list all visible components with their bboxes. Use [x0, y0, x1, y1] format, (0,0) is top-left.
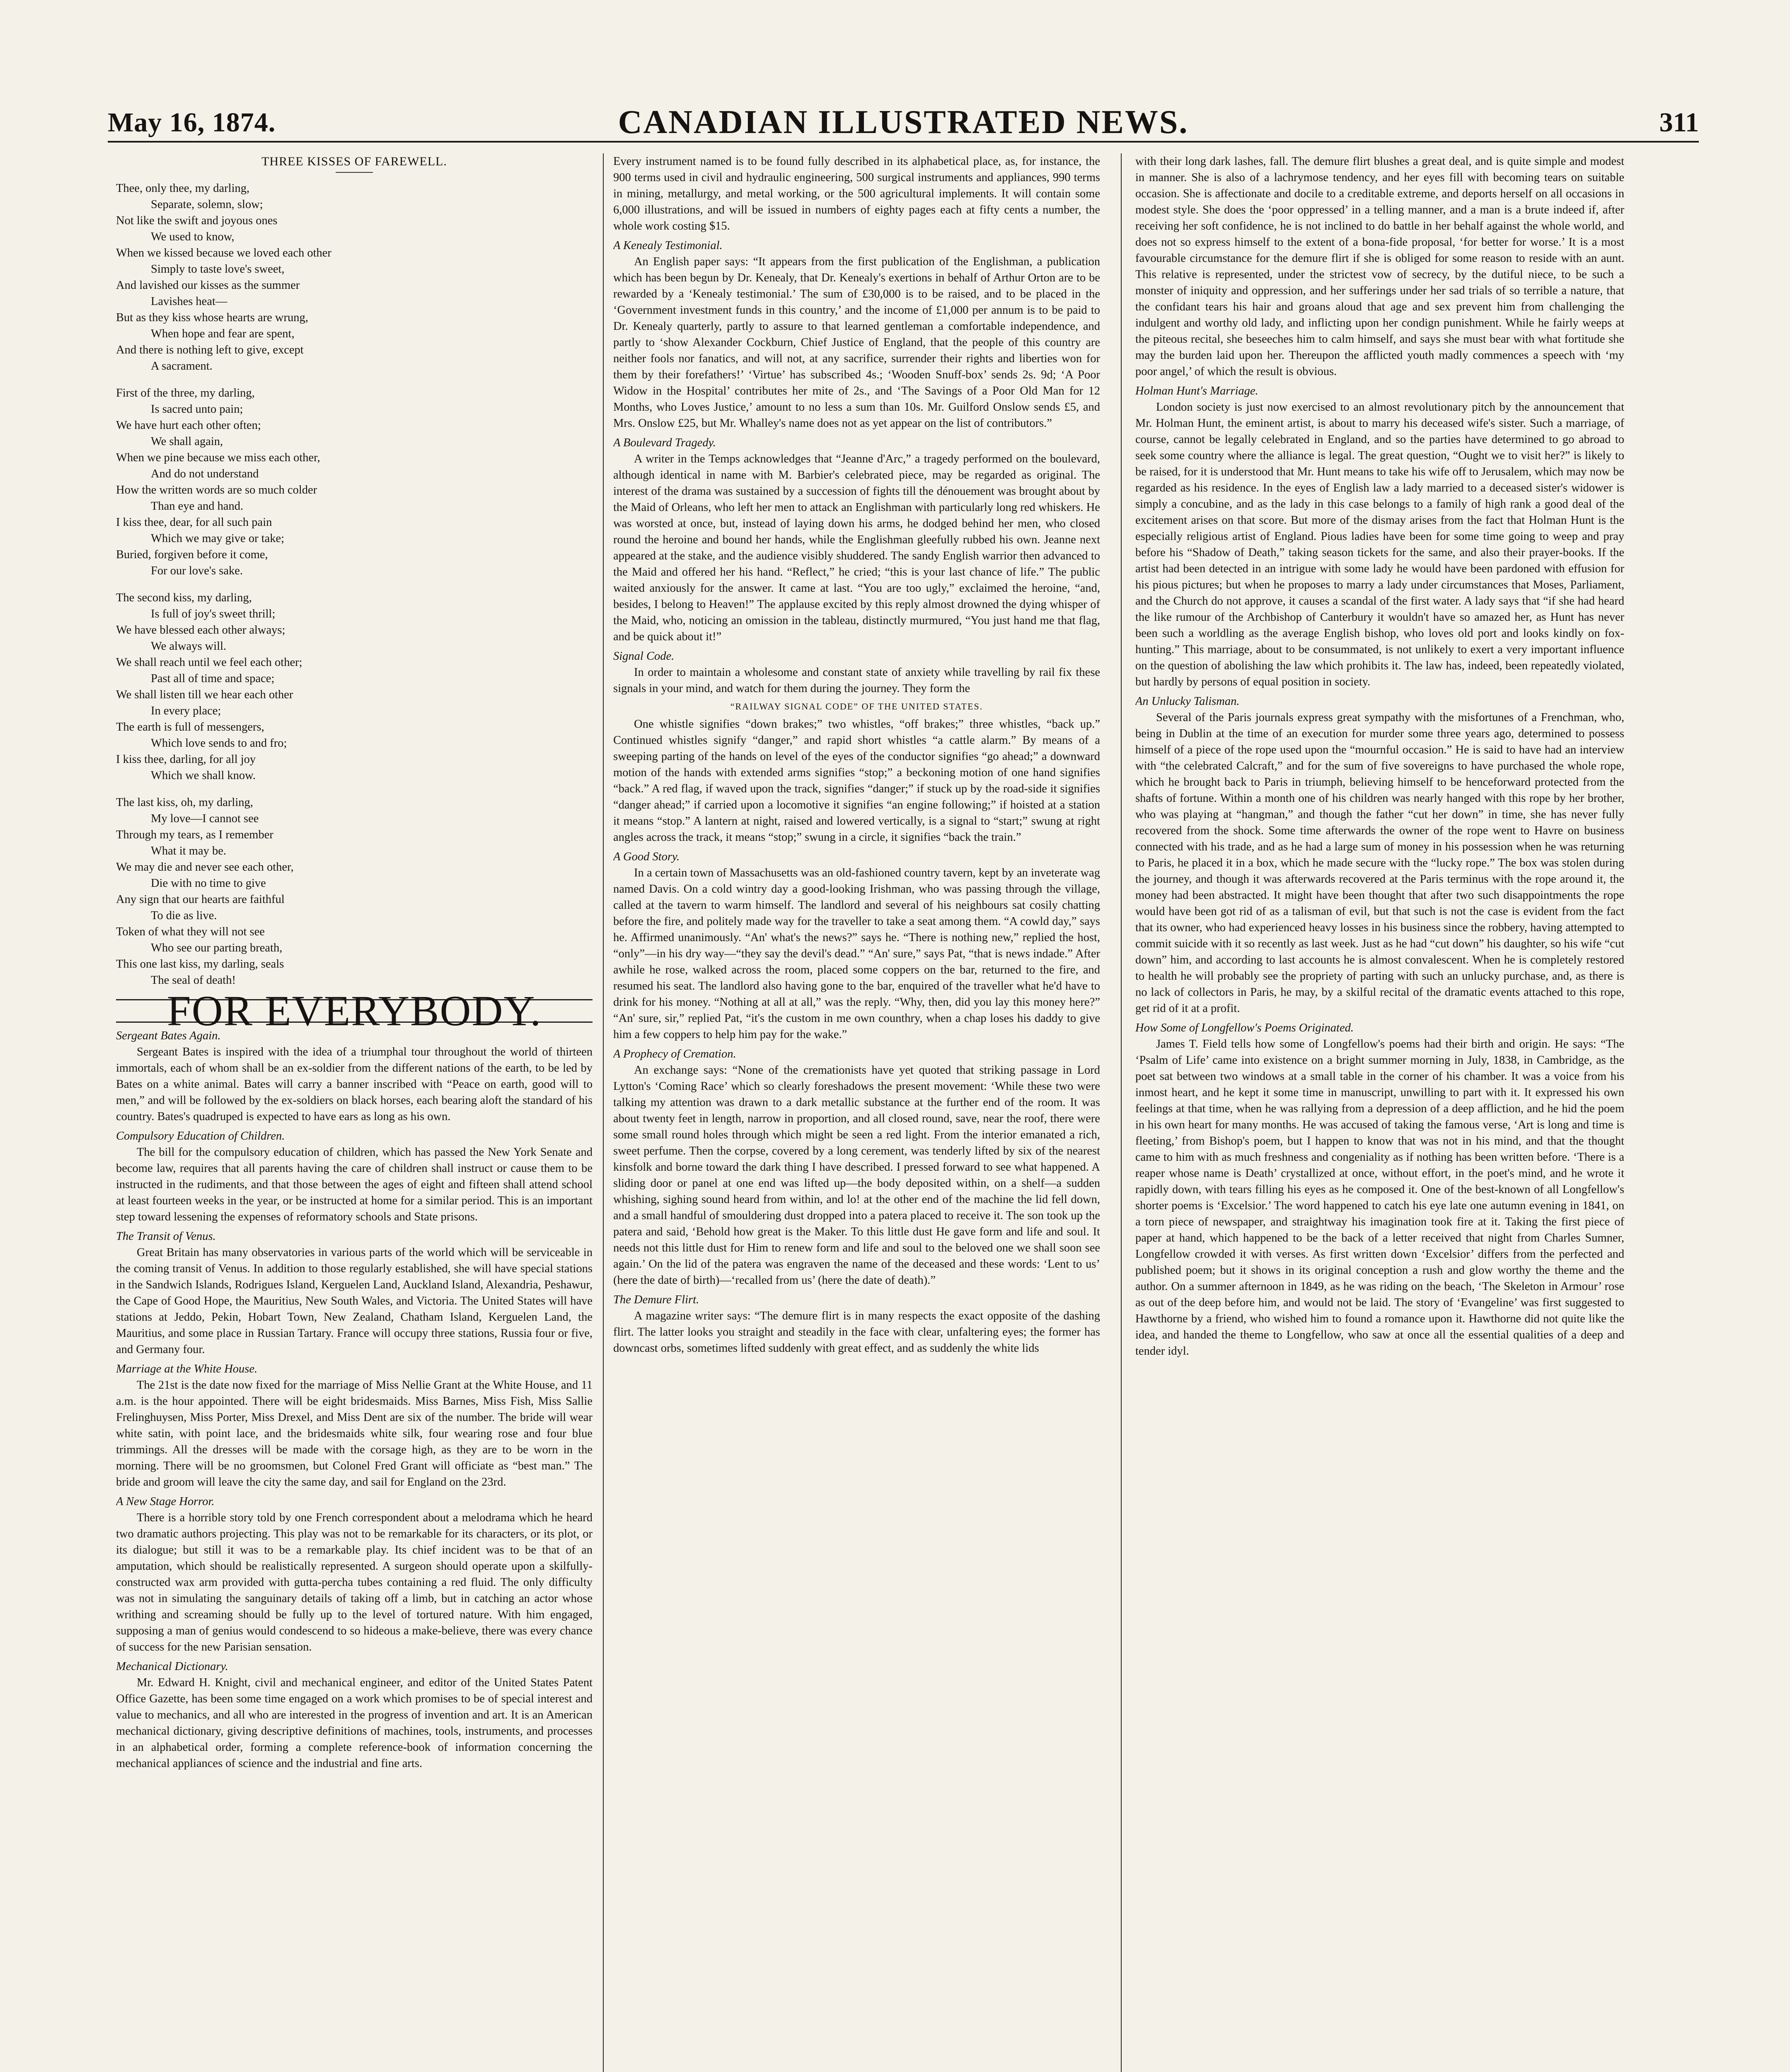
- poem-line: When hope and fear are spent,: [151, 327, 295, 340]
- poem-line: And lavished our kisses as the summer: [116, 279, 300, 292]
- poem-title: THREE KISSES OF FAREWELL.: [261, 155, 447, 168]
- article-body: There is a horrible story told by one French correspondent about a melodrama which he heard two dramatic authors projecting. This play was not to be remarkable for its characters, or its plot, or its dialogue; but still it was to be a remarkable play. Its chief incident was to be that of an amputation, which should be realistically represented. A surgeon should operate upon a skilfully-constructed wax arm provided with gutta-percha tubes containing a red fluid. The only difficulty was not in simulating the sanguinary details of taking off a limb, but in catching an actor whose writhing and screaming should be fully up to the level of tortured nature. With him engaged, supposing a man of genius would condescend to so hideous a make-believe, there was every chance of success for the new Parisian sensation.: [116, 1511, 593, 1653]
- poem-stanza: [116, 180, 593, 374]
- article: [1135, 1020, 1624, 1359]
- poem-line: When we pine because we miss each other,: [116, 451, 320, 464]
- article-body: A magazine writer says: “The demure flirt is in many respects the exact opposite of the dashing flirt. The latter looks you straight and steadily in the face with clear, unfaltering eyes; the former has downcast orbs, sometimes lifted suddenly with great effect, and as suddenly the white lids: [613, 1310, 1100, 1355]
- article: [116, 1228, 593, 1358]
- article: [116, 1493, 593, 1655]
- poem-line: For our love's sake.: [151, 564, 243, 577]
- poem-line: The second kiss, my darling,: [116, 591, 252, 604]
- poem-stanza: [116, 794, 593, 988]
- poem-line: The seal of death!: [151, 974, 236, 987]
- article: [613, 237, 1100, 431]
- article-body: Sergeant Bates is inspired with the idea of a triumphal tour throughout the world of thirteen immortals, each of whom shall be an ex-soldier from the different nations of the earth, to be led by Bates on a white animal. Bates will carry a banner inscribed with “Peace on earth, good will to men,” and will be followed by the ex-soldiers on black horses, each bearing aloft the standard of his country. Bates's quadruped is expected to have ears as long as his own.: [116, 1046, 593, 1123]
- article: [613, 1046, 1100, 1288]
- article-body: An English paper says: “It appears from the first publication of the Englishman, a publication which has been begun by Dr. Kenealy, that Dr. Kenealy's exertions in behalf of Arthur Orton are to be rewarded by a ‘Kenealy testimonial.’ The sum of £30,000 is to be raised, and to be placed in the ‘Government investment funds in this country,’ and the income of £1,000 per annum is to be paid to Dr. Kenealy quarterly, partly to assure to that learned gentleman a comfortable independence, and partly to ‘show Alexander Cockburn, Chief Justice of England, that the people of this country are neither fools nor fanatics, and will not, at any sacrifice, surrender their rights and liberties won for them by their forefathers!’ ‘Virtue’ has subscribed 4s.; ‘Wooden Snuff-box’ sends 2s. 9d; ‘A Poor Widow in the Hospital’ contributes her mite of 2s., and ‘The Savings of a Poor Old Man for 12 Months, who Loves Justice,’ amount to no less a sum than 10s. Mr. Guilford Onslow sends £5, and Mrs. Onslow £25, but Mr. Whalley's name does not as yet appear on the list of contributors.”: [613, 255, 1100, 430]
- column-3: [1135, 153, 1624, 2072]
- poem-line: Through my tears, as I remember: [116, 828, 273, 841]
- article: [613, 698, 1100, 845]
- poem-line: First of the three, my darling,: [116, 387, 255, 399]
- article-heading: Marriage at the White House.: [116, 1363, 258, 1375]
- masthead: [108, 104, 1699, 143]
- column-2: [613, 153, 1100, 2072]
- poem-line: Lavishes heat—: [151, 295, 227, 308]
- article-body: Great Britain has many observatories in various parts of the world which will be serviceable in the coming transit of Venus. In addition to those regularly established, she will have special stations in the Sandwich Islands, Rodrigues Island, Kerguelen Land, Auckland Island, Alexandria, Peshawur, the Cape of Good Hope, the Mauritius, New South Wales, and Victoria. The United States will have stations at Jeddo, Pekin, Hobart Town, New Zealand, Chatham Island, Kerguelen Land, the Mauritius, and some place in Russian Tartary. France will occupy three stations, Russia four or five, and Germany four.: [116, 1246, 593, 1356]
- poem-line: Is full of joy's sweet thrill;: [151, 608, 276, 620]
- poem-body: [116, 180, 593, 988]
- poem-stanza: [116, 385, 593, 579]
- column-divider: [603, 153, 604, 2072]
- newspaper-title: CANADIAN ILLUSTRATED NEWS.: [618, 104, 1189, 140]
- poem-line: I kiss thee, dear, for all such pain: [116, 516, 272, 529]
- column-1-articles: [116, 1028, 593, 1772]
- column-3-articles: [1135, 153, 1624, 1359]
- poem-line: Thee, only thee, my darling,: [116, 182, 250, 195]
- article: [613, 1292, 1100, 1356]
- poem-line: Not like the swift and joyous ones: [116, 214, 278, 227]
- article-heading: A Prophecy of Cremation.: [613, 1048, 736, 1060]
- poem-line: How the written words are so much colder: [116, 484, 317, 496]
- column-1: [116, 153, 593, 2072]
- article-heading: Signal Code.: [613, 650, 675, 663]
- article: [1135, 153, 1624, 380]
- article-heading: A Kenealy Testimonial.: [613, 239, 723, 252]
- article: [116, 1658, 593, 1772]
- poem-stanza: [116, 590, 593, 784]
- page-number: 311: [1659, 107, 1699, 138]
- poem-line: Is sacred unto pain;: [151, 403, 243, 416]
- article-body: Mr. Edward H. Knight, civil and mechanical engineer, and editor of the United States Patent Office Gazette, has been some time engaged on a work which promises to be of special interest and value to mechanics, and all who are interested in the progress of invention and art. It is an American mechanical dictionary, giving descriptive definitions of machines, tools, instruments, and processes in an alphabetical order, forming a complete reference-book of information concerning the mechanical appliances of science and the industrial and fine arts.: [116, 1676, 593, 1770]
- article: [613, 153, 1100, 234]
- article-heading: An Unlucky Talisman.: [1135, 695, 1240, 708]
- poem-line: Which we shall know.: [151, 769, 256, 782]
- article-heading: The Transit of Venus.: [116, 1230, 216, 1243]
- poem-line: We shall again,: [151, 435, 223, 448]
- poem-line: We shall reach until we feel each other;: [116, 656, 302, 669]
- poem-line: I kiss thee, darling, for all joy: [116, 753, 256, 766]
- poem-line: When we kissed because we loved each other: [116, 247, 331, 259]
- article-body: London society is just now exercised to an almost revolutionary pitch by the announcement that Mr. Holman Hunt, the eminent artist, is about to marry his deceased wife's sister. Such a marriage, of course, cannot be legally celebrated in England, and so the parties have determined to go abroad to seek some country where the alliance is legal. The great question, “Ought we to visit her?” is likely to be raised, for it is understood that Mr. Hunt means to take his wife off to Jerusalem, which may now be regarded as his residence. In the eyes of English law a lady married to a deceased sister's widower is simply a concubine, and as the lady in this case belongs to a family of high rank a good deal of the excitement arises on that score. But more of the dismay arises from the fact that Holman Hunt is the especially religious artist of England. Pious ladies have been for some time going to weep and pray before his “Shadow of Death,” taking season tickets for the same, and also their prayer-books. If the artist had been detected in an intrigue with some lady he would have been pardoned with effusion for his pious pictures; but when he proposes to marry a lady under circumstances that Moses, Parliament, and the Church do not approve, it causes a scandal of the first water. A lady says that “if she had heard the like rumour of the Archbishop of Canterbury it wouldn't have so amazed her, as Hunt has never been such a worldling as the average English bishop, who loves old port and looks kindly on fox-hunting.” This marriage, about to be consummated, is not unlikely to exert a very important influence on the question of abolishing the law which prohibits it. The law has, indeed, been repeatedly violated, but hardly by persons of equal position in society.: [1135, 401, 1624, 688]
- article-heading: How Some of Longfellow's Poems Originated.: [1135, 1021, 1354, 1034]
- article: [116, 1028, 593, 1125]
- poem-line: Any sign that our hearts are faithful: [116, 893, 285, 906]
- article: [116, 1128, 593, 1225]
- article-heading: The Demure Flirt.: [613, 1293, 699, 1306]
- article-heading: A New Stage Horror.: [116, 1495, 215, 1508]
- article-heading: A Boulevard Tragedy.: [613, 436, 716, 449]
- poem-line: We may die and never see each other,: [116, 861, 294, 874]
- article-body: Every instrument named is to be found fully described in its alphabetical place, as, for instance, the 900 terms used in civil and hydraulic engineering, 500 surgical instruments and appliances, 990 terms in mining, metallurgy, and metal working, or the 500 agricultural implements. It will contain some 6,000 illustrations, and will be issued in numbers of eighty pages each at fifty cents a number, the whole work costing $15.: [613, 155, 1100, 232]
- article-body: The 21st is the date now fixed for the marriage of Miss Nellie Grant at the White House, and 11 a.m. is the hour appointed. There will be eight bridesmaids. Miss Barnes, Miss Fish, Miss Sallie Frelinghuysen, Miss Porter, Miss Drexel, and Miss Dent are six of the number. The bride will wear white satin, with point lace, and the bridesmaids white silk, four wearing rose and four blue trimmings. All the dresses will be made with the corsage high, as they are to be worn in the morning. There will be no groomsmen, but Colonel Fred Grant will officiate as “best man.” The bride and groom will leave the city the same day, and sail for England on the 23rd.: [116, 1379, 593, 1489]
- poem-line: We have blessed each other always;: [116, 624, 285, 637]
- poem-line: Separate, solemn, slow;: [151, 198, 263, 211]
- article-body: Several of the Paris journals express great sympathy with the misfortunes of a Frenchman, who, being in Dublin at the time of an execution for murder some three years ago, determined to possess himself of a piece of the rope used upon the “mournful occasion.” He is said to have had an interview with “the celebrated Calcraft,” and for the sum of five sovereigns to have purchased the whole rope, which he brought back to Paris in triumph, believing himself to be henceforward protected from the shafts of fortune. Within a month one of his children was nearly hanged with this rope by her brother, who was playing at “hangman,” and though the father “cut her down” in time, she has never fully recovered from the shock. Some time afterwards the owner of the rope went to Havre on business connected with his trade, and as he had a large sum of money in his possession when he was returning to Paris, he placed it in a box, which he made secure with the “lucky rope.” The box was stolen during the journey, and though it was afterwards recovered at the Paris terminus with the rope around it, the money had been abstracted. It might have been thought that after two such disappointments the rope would have been got rid of as a talisman of evil, but that such is not the case is evident from the fact that its owner, who had experienced heavy losses in his business since the robbery, having attempted to commit suicide with it so recently as last week. Just as he had “cut down” his daughter, so his wife “cut down” him, and according to last accounts he is almost convalescent. When he is completely restored to health he will probably see the propriety of parting with such an unlucky purchase, and, as there is no lack of collectors in Paris, he may, by a skilful recital of the dramatic events attached to this rope, get rid of it at a profit.: [1135, 711, 1624, 1015]
- article-body: with their long dark lashes, fall. The demure flirt blushes a great deal, and is quite simple and modest in manner. She is also of a lachrymose tendency, and her eyes fill with becoming tears on suitable occasion. She is affectionate and docile to a creditable extreme, and deports herself on all occasions in modest style. She does the ‘poor oppressed’ in a telling manner, and a man is a brute indeed if, after receiving her soft confidence, he is not inclined to do battle in her behalf against the whole world, and does not so express himself to the extent of a bona-fide proposal, ‘for better for worse.’ It is a most favourable circumstance for the demure flirt if she is obliged for some reason to reside with an aunt. This relative is represented, under the strictest vow of secrecy, by the dutiful niece, to be such a monster of iniquity and oppression, and her sufferings under her sad trials of so terrible a nature, that the confidant tears his hair and groans aloud that age and sex prevent him from challenging the indulgent and worthy old lady, and inflicting upon her condign punishment. While he fairly weeps at the piteous recital, she beseeches him to calm himself, and says she must bear with what fortitude she may the burden laid upon her. Thereupon the afflicted youth madly commences a speech with ‘my poor angel,’ of which the result is obvious.: [1135, 155, 1624, 378]
- poem-line: In every place;: [151, 704, 221, 717]
- article: [613, 648, 1100, 697]
- poem-line: Simply to taste love's sweet,: [151, 263, 285, 276]
- poem-line: And there is nothing left to give, except: [116, 344, 304, 356]
- article-heading: Compulsory Education of Children.: [116, 1130, 285, 1143]
- article-body: James T. Field tells how some of Longfellow's poems had their birth and origin. He says: “The ‘Psalm of Life’ came into existence on a bright summer morning in July, 1838, in Cambridge, as the poet sat between two windows at a small table in the corner of his chamber. It was a voice from his inmost heart, and he kept it some time in manuscript, unwilling to part with it. It expressed his own feelings at that time, when he was rallying from a depression of a deep affliction, and he hid the poem in his own heart for many months. He was accused of taking the famous verse, ‘Art is long and time is fleeting,’ from Bishop's poem, but I happen to know that was not in his mind, and that the thought came to him with as much freshness and congeniality as if nothing has been written before. ‘There is a reaper whose name is Death’ crystallized at once, without effort, in the poet's mind, and he wrote it rapidly down, with tears filling his eyes as he composed it. One of the best-known of all Longfellow's shorter poems is ‘Excelsior.’ The word happened to catch his eye late one autumn evening in 1841, on a torn piece of newspaper, and straightway his imagination took fire at it. Taking the first piece of paper at hand, which happened to be the back of a letter received that night from Charles Sumner, Longfellow crowded it with verses. As first written down ‘Excelsior’ differs from the perfected and published poem; but it shows in its original conception a rush and glow worthy the theme and the author. On a summer afternoon in 1849, as he was riding on the beach, ‘The Skeleton in Armour’ rose as out of the deep before him, and would not be laid. The story of ‘Evangeline’ was first suggested to Hawthorne by a friend, who wished him to found a romance upon it. Hawthorne did not quite like the idea, and handed the theme to Longfellow, who saw at once all the essential qualities of a deep and tender idyl.: [1135, 1038, 1624, 1358]
- poem-line: The last kiss, oh, my darling,: [116, 796, 253, 809]
- poem-line: This one last kiss, my darling, seals: [116, 958, 284, 971]
- poem-line: Past all of time and space;: [151, 672, 275, 685]
- poem-line: Which we may give or take;: [151, 532, 285, 545]
- article-heading: Holman Hunt's Marriage.: [1135, 385, 1258, 397]
- article-body: An exchange says: “None of the cremationists have yet quoted that striking passage in Lord Lytton's ‘Coming Race’ which so clearly foreshadows the present movement: ‘While these two were talking my attention was drawn to a dark metallic substance at the further end of the room. It was about twenty feet in length, narrow in proportion, and all closed round, save, near the roof, there were some small round holes through which might be seen a red light. From the interior emanated a rich, sweet perfume. Then the corpse, covered by a long cerement, was tenderly lifted by six of the nearest kinsfolk and borne toward the dark thing I have described. I pressed forward to see what happened. A sliding door or panel at one end was lifted up—the body deposited within, on a shelf—a sudden whishing, sighing sound heard from within, and lo! at the other end of the machine the lid fell down, and a small handful of smouldering dust dropped into a patera placed to receive it. The son took up the patera and said, ‘Behold how great is the Maker. To this little dust He gave form and life and soul. It needs not this little dust for Him to renew form and life and soul to the beloved one we shall soon see again.’ On the lid of the patera was engraven the name of the deceased and these words: ‘Lent to us’ (here the date of birth)—‘recalled from us’ (here the date of death).”: [613, 1064, 1100, 1287]
- poem-line: The earth is full of messengers,: [116, 721, 264, 733]
- poem-line: We have hurt each other often;: [116, 419, 261, 432]
- article-body: A writer in the Temps acknowledges that “Jeanne d'Arc,” a tragedy performed on the boulevard, although identical in name with M. Barbier's celebrated piece, may be regarded as original. The interest of the drama was sustained by a succession of fights till the dénouement was brought about by the Maid of Orleans, who left her men to attack an Englishman with particularly long red whiskers. He was worsted at once, but, instead of laying down his arms, he dodged behind her men, who closed round the heroine and bound her hands, while the Englishman gleefully rubbed his own. Jeanne next appeared at the stake, and the audience visibly shuddered. The sandy English warrior then advanced to the Maid and offered her his hand. “Reflect,” he cried; “this is your last chance of life.” The public waited anxiously for the answer. It came at last. “You are too ugly,” exclaimed the heroine, “and, besides, I belong to Heaven!” The applause excited by this reply almost drowned the dying whisper of the Maid, who, noticing an omission in the tableau, distinctly murmured, “You just hand me that flag, and be quick about it!”: [613, 453, 1100, 643]
- section-title: FOR EVERYBODY.: [116, 999, 593, 1023]
- issue-date: May 16, 1874.: [108, 107, 276, 138]
- article: [1135, 693, 1624, 1017]
- article-subheading: “RAILWAY SIGNAL CODE” OF THE UNITED STATES.: [730, 701, 983, 712]
- poem-line: A sacrament.: [151, 360, 213, 373]
- poem-line: My love—I cannot see: [151, 812, 259, 825]
- poem-line: Die with no time to give: [151, 877, 266, 890]
- poem-line: What it may be.: [151, 845, 227, 857]
- article: [116, 1361, 593, 1490]
- article-heading: A Good Story.: [613, 850, 680, 863]
- poem-line: But as they kiss whose hearts are wrung,: [116, 311, 308, 324]
- article-heading: Mechanical Dictionary.: [116, 1660, 228, 1673]
- poem-line: We shall listen till we hear each other: [116, 688, 293, 701]
- poem-line: Token of what they will not see: [116, 925, 265, 938]
- poem-line: To die as live.: [151, 909, 217, 922]
- column-2-articles: [613, 153, 1100, 1356]
- article-body: The bill for the compulsory education of children, which has passed the New York Senate and become law, requires that all parents having the care of children shall instruct or cause them to be instructed in the rudiments, and that those between the ages of eight and fifteen shall attend school at least fourteen weeks in the year, or be instructed at home for a similar period. This is an important step toward lessening the expenses of reformatory schools and State prisons.: [116, 1146, 593, 1223]
- article-body: In a certain town of Massachusetts was an old-fashioned country tavern, kept by an inveterate wag named Davis. On a cold wintry day a good-looking Irishman, who was passing through the village, called at the tavern to warm himself. The landlord and several of his neighbours sat cosily chatting before the fire, and politely made way for the traveller to take a seat among them. “A cowld day,” says he. Affirmed unanimously. “An' what's the news?” says he. “There is nothing new,” replied the host, “only”—in his dry way—“they say the devil's dead.” “An' sure,” says Pat, “that is news indade.” After awhile he rose, walked across the room, placed some coppers on the bar, returned to the fire, and resumed his seat. The landlord also having gone to the bar, enquired of the traveller what he'd have to drink for his money. “Nothing at all at all,” was the reply. “Why, then, did you lay this money here?” “An' sure, sir,” replied Pat, “it's the custom in me own counthry, when a chap loses his daddy to give him a few coppers to help him pay for the wake.”: [613, 867, 1100, 1041]
- poem-line: We used to know,: [151, 230, 235, 243]
- article-body: In order to maintain a wholesome and constant state of anxiety while travelling by rail fix these signals in your mind, and watch for them during the journey. They form the: [613, 666, 1100, 695]
- poem-line: And do not understand: [151, 467, 259, 480]
- poem-line: Than eye and hand.: [151, 500, 244, 513]
- poem-line: We always will.: [151, 640, 227, 653]
- article-heading: Sergeant Bates Again.: [116, 1029, 221, 1042]
- poem-line: Buried, forgiven before it come,: [116, 548, 268, 561]
- article: [613, 849, 1100, 1043]
- article: [613, 435, 1100, 645]
- column-divider: [1121, 153, 1122, 2072]
- article-body: One whistle signifies “down brakes;” two whistles, “off brakes;” three whistles, “back up.” Continued whistles signify “danger,” and rapid short whistles “a cattle alarm.” By means of a sweeping parting of the hands on level of the eyes of the conductor signifies “go ahead;” a downward motion of the hands with extended arms signifies “stop;” a beckoning motion of one hand signifies “back.” A red flag, if waved upon the track, signifies “danger;” if stuck up by the road-side it signifies “danger ahead;” if carried upon a locomotive it signifies “an engine following;” if hoisted at a station it means “stop.” A lantern at night, raised and lowered vertically, is a signal to “start;” swung at right angles across the track, it means “stop;” swung in a circle, it signifies “back the train.”: [613, 718, 1100, 844]
- article: [1135, 383, 1624, 690]
- poem-title-rule: [336, 172, 373, 173]
- poem-line: Which love sends to and fro;: [151, 737, 287, 750]
- poem-line: Who see our parting breath,: [151, 942, 283, 954]
